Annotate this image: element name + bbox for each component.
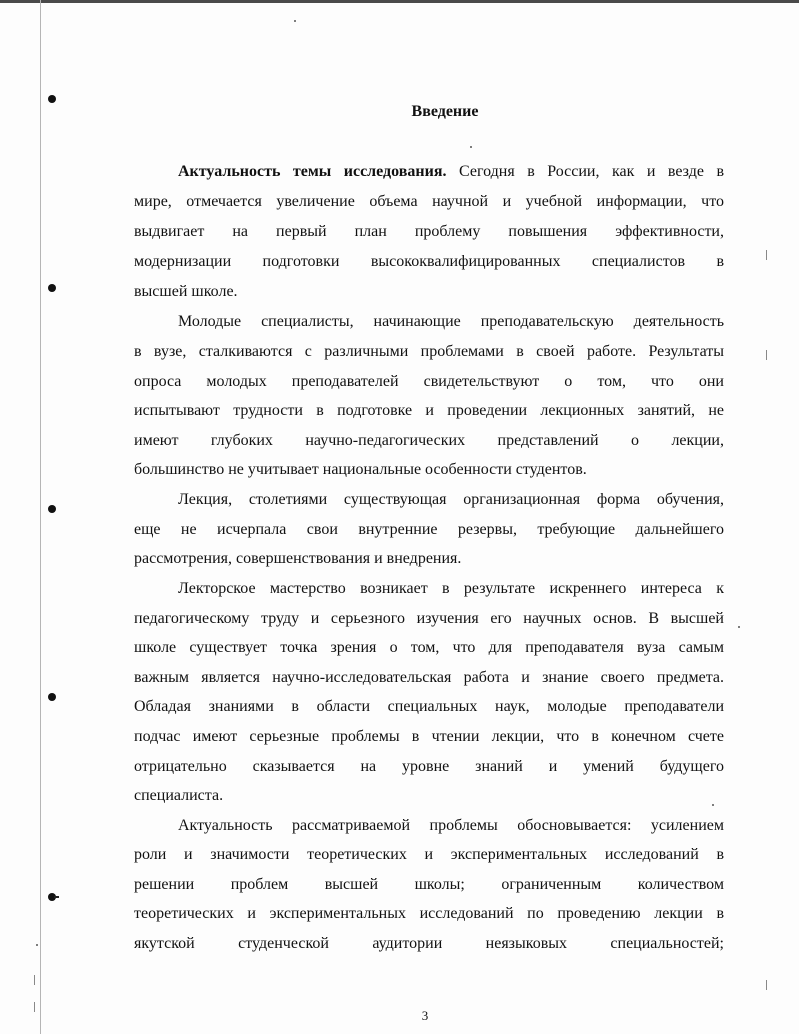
paragraph-5-line-3: решении проблем высшей школы; ограниченным количеством xyxy=(134,876,724,893)
paragraph-4-line-4: важным является научно-исследовательская работа и знание своего предмета. xyxy=(134,669,724,686)
paragraph-5-line-4: теоретических и экспериментальных исследований по проведению лекции в xyxy=(134,905,724,922)
paragraph-1-line-3: выдвигает на первый план проблему повышения эффективности, xyxy=(134,223,724,240)
scan-speck xyxy=(470,146,472,148)
paragraph-4-line-8: специалиста. xyxy=(134,787,224,804)
binding-hole-mark xyxy=(48,284,56,292)
paragraph-4-line-7: отрицательно сказывается на уровне знаний и умений будущего xyxy=(134,758,724,775)
paragraph-2-line-2: в вузе, сталкиваются с различными проблемами в своей работе. Результаты xyxy=(134,343,724,360)
binding-hole-mark xyxy=(48,505,56,513)
paragraph-4-line-5: Обладая знаниями в области специальных наук, молодые преподаватели xyxy=(134,698,724,715)
scan-edge-mark xyxy=(766,350,767,360)
binding-hole-mark xyxy=(48,693,56,701)
paragraph-5-line-2: роли и значимости теоретических и экспериментальных исследований в xyxy=(134,846,724,863)
paragraph-2-line-4: испытывают трудности в подготовке и проведении лекционных занятий, не xyxy=(134,402,724,419)
scan-speck xyxy=(36,944,38,946)
paragraph-5-line-5: якутской студенческой аудитории неязыковых специальностей; xyxy=(134,935,724,952)
paragraph-4-line-2: педагогическому труду и серьезного изучения его научных основ. В высшей xyxy=(134,610,724,627)
binding-hole-mark xyxy=(48,893,56,901)
top-edge-rule xyxy=(0,0,799,3)
paragraph-2-line-6: большинство не учитывает национальные особенности студентов. xyxy=(134,461,587,478)
paragraph-1-lead: Актуальность темы исследования. xyxy=(178,163,447,180)
scan-speck xyxy=(738,626,740,628)
binding-hole-mark xyxy=(48,95,56,103)
paragraph-3-line-2: еще не исчерпала свои внутренние резервы, требующие дальнейшего xyxy=(134,521,724,538)
paragraph-1-line-2: мире, отмечается увеличение объема научной и учебной информации, что xyxy=(134,193,724,210)
paragraph-3-line-3: рассмотрения, совершенствования и внедрения. xyxy=(134,550,462,567)
scan-edge-mark xyxy=(766,980,767,990)
scan-speck xyxy=(294,20,296,22)
paragraph-1-line-5: высшей школе. xyxy=(134,283,238,300)
scan-edge-mark xyxy=(34,1002,35,1012)
paragraph-1-line-4: модернизации подготовки высококвалифицированных специалистов в xyxy=(134,253,724,270)
left-margin-rule xyxy=(40,0,41,1034)
page-number: 3 xyxy=(421,1008,429,1023)
paragraph-5-line-1: Актуальность рассматриваемой проблемы обосновывается: усилением xyxy=(178,817,724,834)
page-title: Введение xyxy=(411,103,479,120)
scan-edge-mark xyxy=(766,250,767,260)
paragraph-2-line-5: имеют глубоких научно-педагогических представлений о лекции, xyxy=(134,432,724,449)
paragraph-4-line-1: Лекторское мастерство возникает в результате искреннего интереса к xyxy=(178,580,724,597)
paragraph-1-line-1 xyxy=(178,162,724,182)
paragraph-4-line-3: школе существует точка зрения о том, что для преподавателя вуза самым xyxy=(134,639,724,656)
paragraph-4-line-6: подчас имеют серьезные проблемы в чтении лекции, что в конечном счете xyxy=(134,728,724,745)
scan-edge-mark xyxy=(34,975,35,985)
paragraph-3-line-1: Лекция, столетиями существующая организационная форма обучения, xyxy=(178,491,724,508)
paragraph-2-line-3: опроса молодых преподавателей свидетельствуют о том, что они xyxy=(134,373,724,390)
paragraph-2-line-1: Молодые специалисты, начинающие преподавательскую деятельность xyxy=(178,313,724,330)
paragraph-1-line-1-text: Сегодня в России, как и везде в xyxy=(458,163,725,180)
